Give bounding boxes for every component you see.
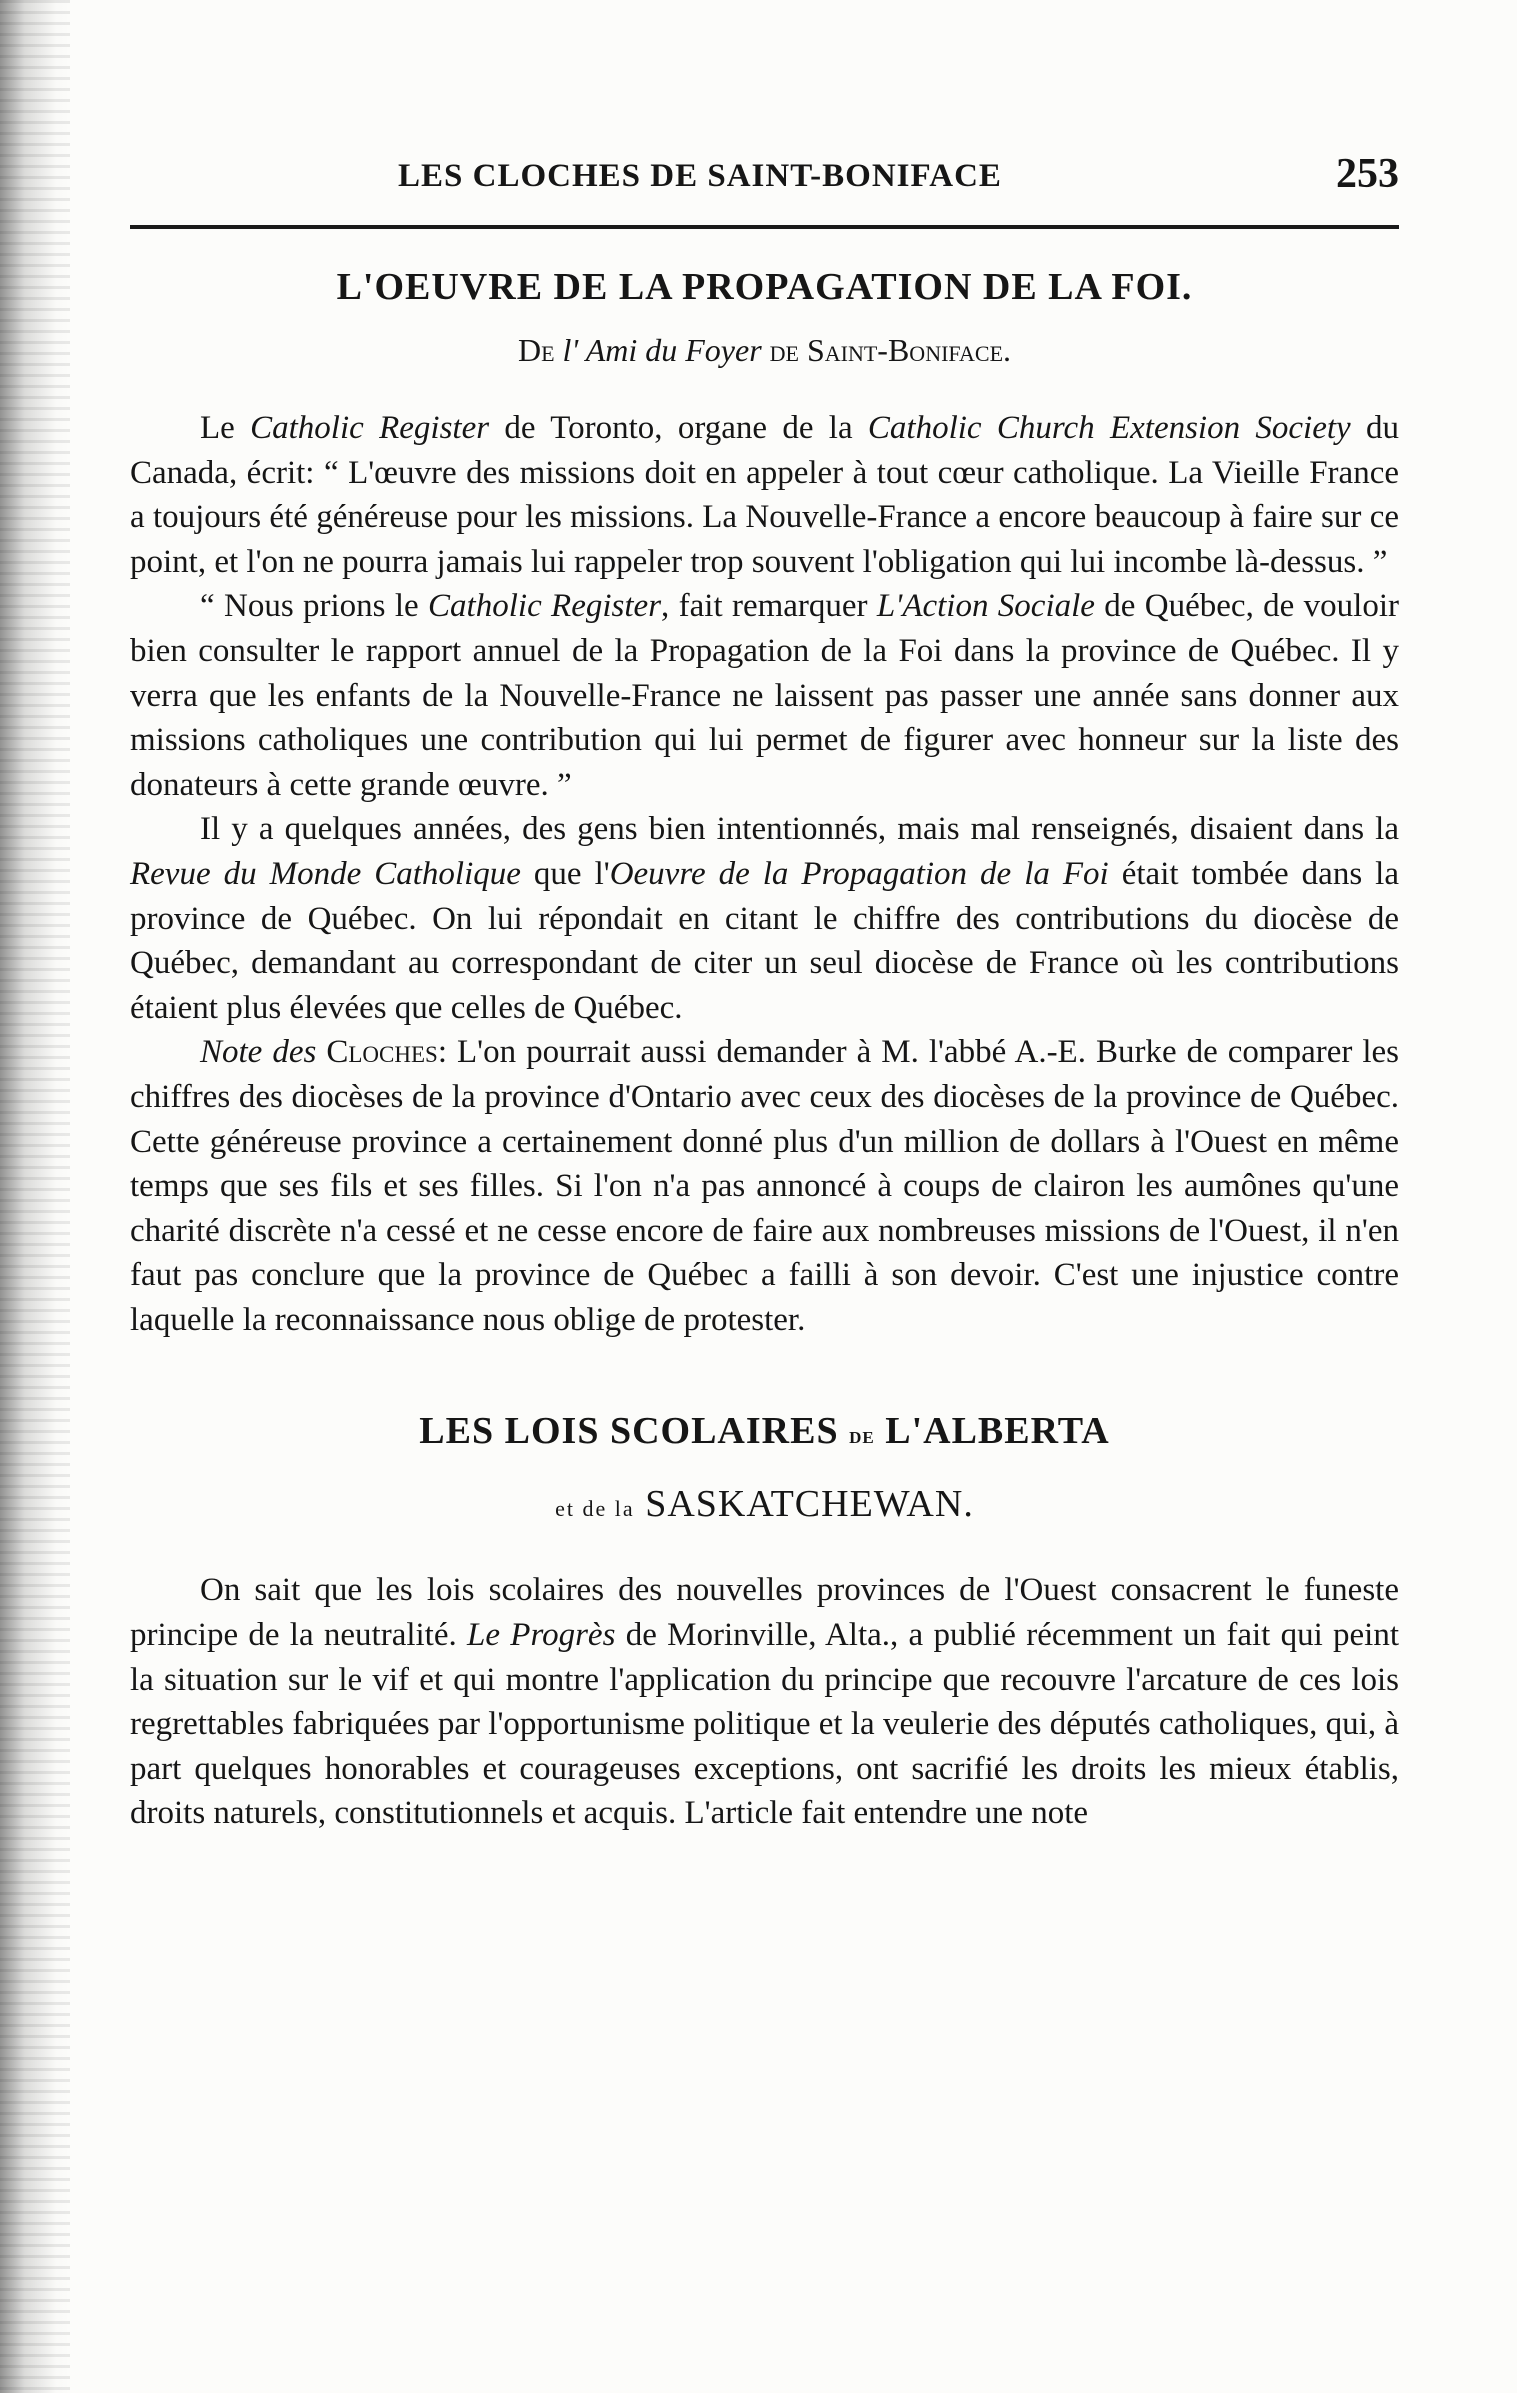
section-subtitle-small: et de la (555, 1496, 635, 1522)
section-subtitle-main: SASKATCHEWAN. (645, 1483, 974, 1526)
text-run: , fait remarquer (661, 588, 877, 625)
article-source (130, 328, 1399, 372)
text-run: était tombée dans la province de Québec. On lui répondait en citant le chiffre des contributions du diocèse de Québec, demandant au correspondant de citer un seul diocèse de France où les contributions étaient plus élevées que celles de Québec. (130, 855, 1399, 1026)
italic-run: Oeuvre de la Propagation de la Foi (609, 855, 1109, 892)
header-rule (130, 225, 1399, 229)
text-run (316, 1034, 326, 1070)
italic-run: Catholic Register (250, 410, 490, 446)
section-subtitle (130, 1479, 1399, 1534)
section-title-part1: LES LOIS SCOLAIRES (419, 1410, 839, 1453)
text-run: “ Nous prions le (200, 588, 429, 625)
text-run: On sait que les lois scolaires des nouvelles provinces de l'Ouest consacrent le funeste principe de la neutralité. (130, 1572, 1399, 1654)
scan-edge-shadow (0, 0, 70, 2393)
italic-run: Le Progrès (467, 1617, 616, 1654)
source-suffix: de Saint-Boniface. (769, 332, 1012, 368)
text-run: du Canada, écrit: “ L'œuvre des missions doit en appeler à tout cœur catholique. La Vieille France a toujours été généreuse pour les missions. La Nouvelle-France a encore beaucoup à faire sur ce point, et l'on ne pourra jamais lui rappeler trop souvent l'obligation qui lui incombe là-dessus. ” (130, 410, 1399, 580)
article-paragraph (130, 406, 1399, 584)
source-publication: l' Ami du Foyer (562, 332, 762, 368)
article-paragraph (130, 1030, 1399, 1342)
section-title (130, 1406, 1399, 1461)
italic-run: Revue du Monde Catholique (130, 855, 521, 892)
text-run: de Morinville, Alta., a publié récemment un fait qui peint la situation sur le vif et qui montre l'application du principe que recouvre l'arcature de ces lois regrettables fabriquées par l'opportunisme politique et la veulerie des députés catholiques, qui, à part quelques honorables et courageuses exceptions, ont sacrifié les droits les mieux établis, droits naturels, constitutionnels et acquis. L'article fait entendre une note (130, 1617, 1400, 1832)
section-title-part2: L'ALBERTA (885, 1410, 1110, 1453)
section-paragraph (130, 1568, 1399, 1836)
italic-run: Catholic Church Extension Society (867, 410, 1351, 446)
page-number: 253 (1336, 151, 1399, 197)
text-run: de Toronto, organe de la (489, 410, 868, 446)
article-title: L'OEUVRE DE LA PROPAGATION DE LA FOI. (336, 266, 1193, 308)
italic-run: L'Action Sociale (876, 588, 1095, 625)
running-title: LES CLOCHES DE SAINT-BONIFACE (398, 158, 1002, 194)
section-title-small: de (849, 1423, 875, 1450)
italic-run: Catholic Register (428, 588, 662, 625)
article-body (130, 406, 1399, 1342)
text-run: de Québec, de vouloir bien consulter le rapport annuel de la Propagation de la Foi dans la province de Québec. Il y verra que les enfants de la Nouvelle-France ne laissent pas passer une année sans donner aux missions catholiques une contribution qui lui permet de figurer avec honneur sur la liste des donateurs à cette grande œuvre. ” (130, 588, 1399, 803)
article-paragraph (130, 584, 1399, 807)
text-run: que l' (520, 855, 610, 892)
running-head (130, 150, 1399, 200)
article-paragraph (130, 807, 1399, 1030)
italic-run: Note des (200, 1034, 317, 1071)
small-caps-run: Cloches (326, 1034, 438, 1071)
page-body (130, 250, 1399, 1836)
text-run: Il y a quelques années, des gens bien intentionnés, mais mal renseignés, disaient dans la (200, 811, 1399, 848)
section-body (130, 1568, 1399, 1836)
source-prefix: De (517, 332, 555, 368)
text-run: Le (200, 410, 251, 446)
text-run: : L'on pourrait aussi demander à M. l'abbé A.-E. Burke de comparer les chiffres des diocèses de la province d'Ontario avec ceux des diocèses de la province de Québec. Cette généreuse province a certainement donné plus d'un million de dollars à l'Ouest en même temps que ses fils et ses filles. Si l'on n'a pas annoncé à coups de clairon les aumônes qu'une charité discrète n'a cessé et ne cesse encore de faire aux nombreuses missions de l'Ouest, il n'en faut pas conclure que la province de Québec a failli à son devoir. C'est une injustice contre laquelle la reconnaissance nous oblige de protester. (130, 1034, 1400, 1338)
